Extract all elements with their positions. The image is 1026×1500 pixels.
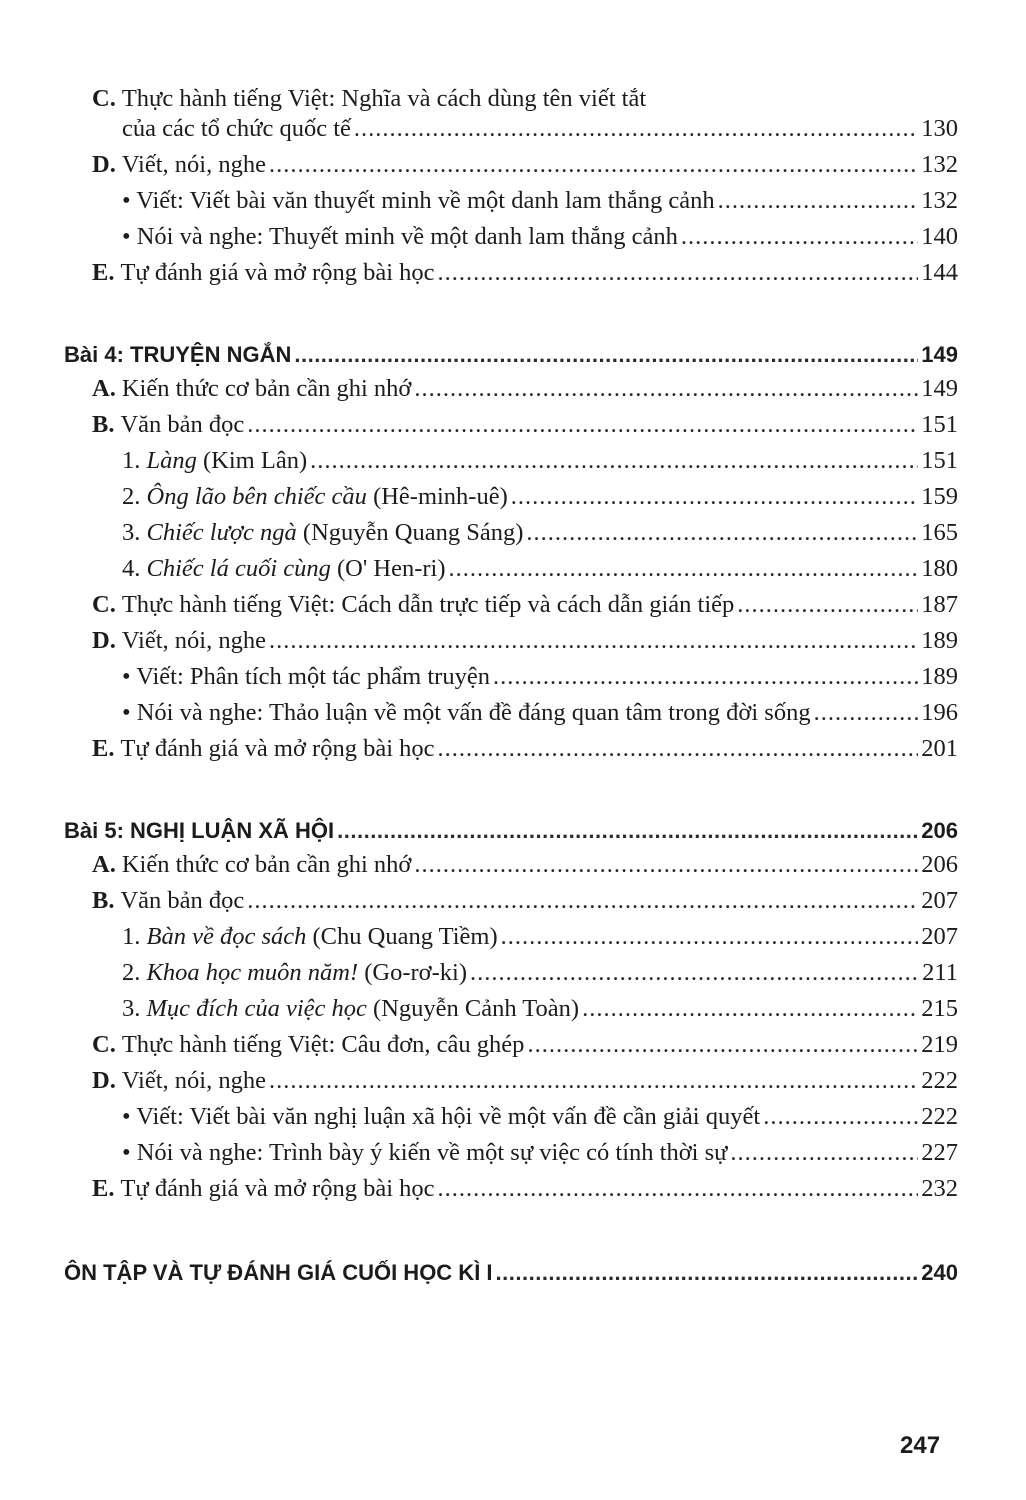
entry-page: 189 [921,627,958,654]
dot-leader [496,1256,919,1290]
entry-text: • Viết: Viết bài văn thuyết minh về một danh lam thắng cảnh [122,187,715,214]
entry-letter: B. [92,411,115,438]
entry-text: Kiến thức cơ bản cần ghi nhớ [121,851,412,878]
entry-page: 180 [921,555,958,582]
reading-author: (Kim Lân) [203,447,308,474]
entry-text: • Nói và nghe: Thảo luận về một vấn đề đáng quan tâm trong đời sống [122,699,811,726]
dot-leader [269,148,918,182]
dot-leader [526,516,918,550]
dot-leader [511,480,918,514]
reading-title: Mục đích của việc học [146,995,367,1022]
entry-letter: B. [92,887,115,914]
toc-entry-d-lesson3[interactable] [92,148,958,182]
entry-letter: A. [92,851,116,878]
entry-page: 219 [921,1031,958,1058]
dot-leader [294,338,918,372]
entry-page: 189 [921,663,958,690]
dot-leader [718,184,919,218]
entry-page: 165 [921,519,958,546]
dot-leader [730,1136,918,1170]
toc-entry-d-lesson3-bullet1[interactable] [122,184,958,218]
reading-number: 3. [122,995,141,1022]
entry-text: • Viết: Phân tích một tác phẩm truyện [122,663,490,690]
reading-author: (Go-rơ-ki) [364,959,468,986]
dot-leader [414,848,918,882]
reading-title: Chiếc lá cuối cùng [146,555,331,582]
dot-leader [247,408,918,442]
toc-entry-b-lesson4[interactable] [92,408,958,442]
toc-entry-e-lesson3[interactable] [92,256,958,290]
entry-page: 130 [921,115,958,142]
toc-entry-e-lesson4[interactable] [92,732,958,766]
toc-reading-lesson4-3[interactable] [122,516,958,550]
toc-entry-d-lesson4[interactable] [92,624,958,658]
entry-page: 207 [921,887,958,914]
toc-reading-lesson5-1[interactable] [122,920,958,954]
entry-text: của các tổ chức quốc tế [122,115,351,142]
heading-text: ÔN TẬP VÀ TỰ ĐÁNH GIÁ CUỐI HỌC KÌ I [64,1260,493,1285]
toc-entry-d-lesson5-bullet1[interactable] [122,1100,958,1134]
entry-text: Thực hành tiếng Việt: Nghĩa và cách dùng tên viết tắt [121,85,647,112]
entry-page: 211 [922,959,958,986]
toc-reading-lesson4-1[interactable] [122,444,958,478]
entry-page: 140 [921,223,958,250]
entry-page: 132 [921,151,958,178]
dot-leader [527,1028,918,1062]
entry-text: Viết, nói, nghe [121,627,266,654]
entry-letter: E. [92,259,115,286]
toc-heading-lesson4[interactable] [64,338,958,372]
dot-leader [501,920,919,954]
entry-page: 196 [921,699,958,726]
dot-leader [414,372,918,406]
entry-text: Văn bản đọc [120,887,245,914]
entry-text: Tự đánh giá và mở rộng bài học [120,1175,435,1202]
toc-entry-a-lesson5[interactable] [92,848,958,882]
entry-text: Tự đánh giá và mở rộng bài học [120,735,435,762]
reading-number: 2. [122,483,141,510]
entry-page: 187 [921,591,958,618]
toc-entry-c-lesson3-line1 [92,82,646,116]
dot-leader [310,444,918,478]
dot-leader [582,992,918,1026]
entry-letter: E. [92,1175,115,1202]
reading-number: 2. [122,959,141,986]
dot-leader [438,732,919,766]
heading-page: 149 [921,342,958,367]
page-number: 247 [900,1432,941,1459]
toc-entry-d-lesson4-bullet2[interactable] [122,696,958,730]
toc-entry-d-lesson4-bullet1[interactable] [122,660,958,694]
entry-letter: D. [92,1067,116,1094]
entry-page: 132 [921,187,958,214]
entry-letter: C. [92,591,116,618]
dot-leader [337,814,918,848]
reading-author: (Nguyễn Cảnh Toàn) [373,995,580,1022]
entry-letter: C. [92,85,116,112]
heading-page: 206 [921,818,958,843]
reading-author: (Hê-minh-uê) [373,483,508,510]
reading-number: 3. [122,519,141,546]
entry-page: 151 [921,411,958,438]
toc-reading-lesson5-2[interactable] [122,956,958,990]
toc-heading-review[interactable] [64,1256,958,1290]
toc-entry-c-lesson3-line2[interactable] [122,112,958,146]
dot-leader [438,256,919,290]
reading-title: Chiếc lược ngà [146,519,297,546]
dot-leader [814,696,919,730]
dot-leader [493,660,918,694]
entry-page: 159 [921,483,958,510]
toc-heading-lesson5[interactable] [64,814,958,848]
entry-page: 227 [921,1139,958,1166]
toc-entry-d-lesson3-bullet2[interactable] [122,220,958,254]
toc-entry-d-lesson5-bullet2[interactable] [122,1136,958,1170]
reading-title: Ông lão bên chiếc cầu [146,483,367,510]
reading-title: Làng [146,447,197,474]
dot-leader [470,956,919,990]
entry-letter: D. [92,151,116,178]
entry-text: Thực hành tiếng Việt: Cách dẫn trực tiếp và cách dẫn gián tiếp [121,591,735,618]
reading-author: (Nguyễn Quang Sáng) [302,519,524,546]
entry-letter: D. [92,627,116,654]
entry-page: 222 [921,1067,958,1094]
toc-reading-lesson4-4[interactable] [122,552,958,586]
entry-text: Viết, nói, nghe [121,1067,266,1094]
toc-entry-c-lesson5[interactable] [92,1028,958,1062]
toc-reading-lesson5-3[interactable] [122,992,958,1026]
entry-page: 207 [921,923,958,950]
dot-leader [438,1172,919,1206]
entry-text: Viết, nói, nghe [121,151,266,178]
dot-leader [269,1064,918,1098]
toc-entry-a-lesson4[interactable] [92,372,958,406]
entry-text: Văn bản đọc [120,411,245,438]
heading-text: Bài 5: NGHỊ LUẬN XÃ HỘI [64,818,335,843]
reading-number: 1. [122,447,141,474]
toc-entry-e-lesson5[interactable] [92,1172,958,1206]
toc-entry-b-lesson5[interactable] [92,884,958,918]
entry-text: • Nói và nghe: Thuyết minh về một danh lam thắng cảnh [122,223,678,250]
toc-reading-lesson4-2[interactable] [122,480,958,514]
entry-page: 222 [921,1103,958,1130]
toc-entry-d-lesson5[interactable] [92,1064,958,1098]
entry-page: 144 [921,259,958,286]
reading-author: (Chu Quang Tiềm) [312,923,498,950]
reading-number: 4. [122,555,141,582]
entry-page: 206 [921,851,958,878]
dot-leader [681,220,918,254]
entry-text: • Viết: Viết bài văn nghị luận xã hội về một vấn đề cần giải quyết [122,1103,761,1130]
toc-entry-c-lesson4[interactable] [92,588,958,622]
entry-page: 149 [921,375,958,402]
dot-leader [269,624,918,658]
reading-number: 1. [122,923,141,950]
dot-leader [763,1100,918,1134]
heading-text: Bài 4: TRUYỆN NGẮN [64,342,292,367]
dot-leader [449,552,919,586]
reading-title: Khoa học muôn năm! [146,959,359,986]
entry-text: Thực hành tiếng Việt: Câu đơn, câu ghép [121,1031,525,1058]
entry-page: 215 [921,995,958,1022]
dot-leader [737,588,918,622]
entry-page: 151 [921,447,958,474]
heading-page: 240 [921,1260,958,1285]
reading-author: (O' Hen-ri) [337,555,446,582]
entry-letter: C. [92,1031,116,1058]
entry-letter: E. [92,735,115,762]
entry-text: • Nói và nghe: Trình bày ý kiến về một sự việc có tính thời sự [122,1139,728,1166]
entry-page: 232 [921,1175,958,1202]
entry-text: Kiến thức cơ bản cần ghi nhớ [121,375,412,402]
entry-page: 201 [921,735,958,762]
reading-title: Bàn về đọc sách [146,923,307,950]
entry-text: Tự đánh giá và mở rộng bài học [120,259,435,286]
dot-leader [247,884,918,918]
dot-leader [354,112,918,146]
entry-letter: A. [92,375,116,402]
